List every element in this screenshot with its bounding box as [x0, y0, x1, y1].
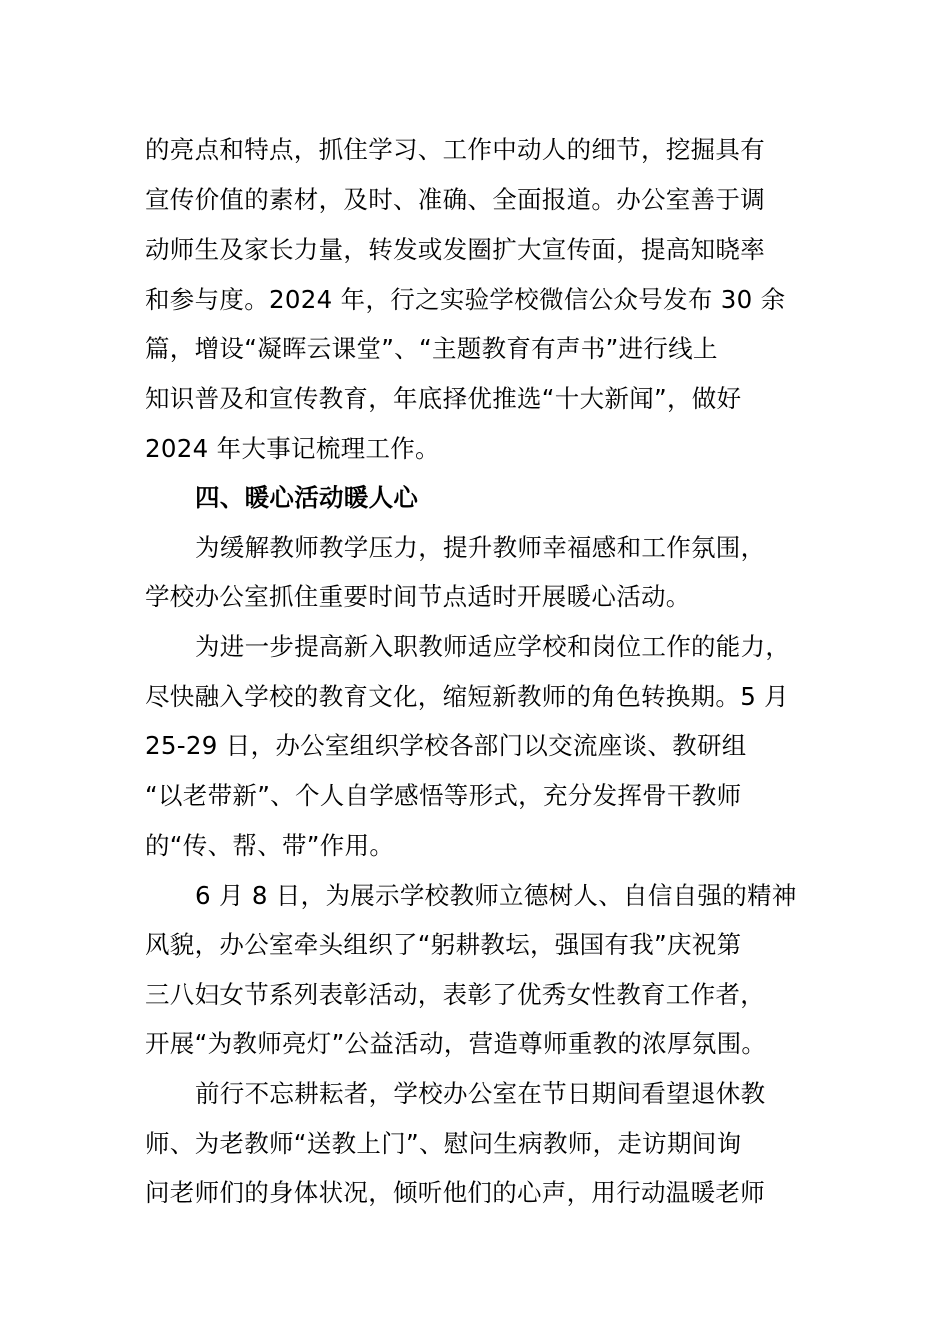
body-text-line: 的亮点和特点，抓住学习、工作中动人的细节，挖掘具有 [145, 135, 765, 164]
body-text-line: 6 月 8 日，为展示学校教师立德树人、自信自强的精神 [195, 881, 797, 910]
body-text-line: 2024 年大事记梳理工作。 [145, 434, 440, 463]
body-text-line: “以老带新”、个人自学感悟等形式，充分发挥骨干教师 [145, 781, 742, 810]
body-text-line: 尽快融入学校的教育文化，缩短新教师的角色转换期。5 月 [145, 682, 789, 711]
body-text-line: 三八妇女节系列表彰活动，表彰了优秀女性教育工作者， [145, 980, 765, 1009]
body-text-line: 宣传价值的素材，及时、准确、全面报道。办公室善于调 [145, 185, 765, 214]
body-text-line: 的“传、帮、带”作用。 [145, 831, 395, 860]
body-text-line: 篇，增设“凝晖云课堂”、“主题教育有声书”进行线上 [145, 334, 718, 363]
body-text-line: 风貌，办公室牵头组织了“躬耕教坛，强国有我”庆祝第 [145, 930, 742, 959]
body-text-line: 25-29 日，办公室组织学校各部门以交流座谈、教研组 [145, 731, 747, 760]
body-text-line: 前行不忘耕耘者，学校办公室在节日期间看望退休教 [195, 1079, 766, 1108]
body-text-line: 和参与度。2024 年，行之实验学校微信公众号发布 30 余 [145, 285, 786, 314]
body-text-line: 师、为老教师“送教上门”、慰问生病教师，走访期间询 [145, 1129, 742, 1158]
section-heading: 四、暖心活动暖人心 [195, 483, 419, 512]
body-text-line: 动师生及家长力量，转发或发圈扩大宣传面，提高知晓率 [145, 235, 765, 264]
body-text-line: 为缓解教师教学压力，提升教师幸福感和工作氛围， [195, 533, 766, 562]
body-text-line: 学校办公室抓住重要时间节点适时开展暖心活动。 [145, 582, 691, 611]
body-text-line: 开展“为教师亮灯”公益活动，营造尊师重教的浓厚氛围。 [145, 1029, 767, 1058]
body-text-line: 知识普及和宣传教育，年底择优推选“十大新闻”，做好 [145, 384, 742, 413]
body-text-line: 问老师们的身体状况，倾听他们的心声，用行动温暖老师 [145, 1178, 765, 1207]
body-text-line: 为进一步提高新入职教师适应学校和岗位工作的能力， [195, 632, 791, 661]
